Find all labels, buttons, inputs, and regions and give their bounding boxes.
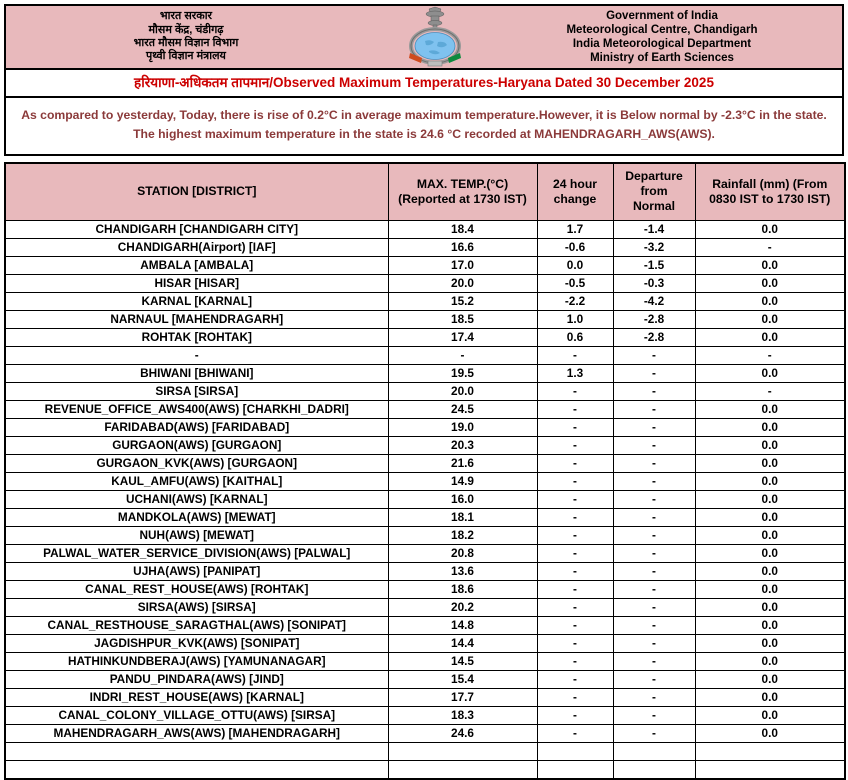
cell-departure: - (613, 436, 695, 454)
cell-station: GURGAON_KVK(AWS) [GURGAON] (5, 454, 388, 472)
cell-departure: - (613, 616, 695, 634)
cell-max-temp: 20.0 (388, 382, 537, 400)
table-row (5, 400, 845, 418)
column-header-departure-line2: from (640, 184, 668, 199)
report-page (4, 0, 844, 780)
masthead-hindi-line-2: मौसम केंद्र, चंडीगढ़ (148, 23, 224, 36)
masthead-hindi-line-4: पृथ्वी विज्ञान मंत्रालय (146, 50, 226, 63)
cell-change: - (537, 688, 613, 706)
cell-station: MANDKOLA(AWS) [MEWAT] (5, 508, 388, 526)
cell-change: 1.7 (537, 220, 613, 238)
cell-station: GURGAON(AWS) [GURGAON] (5, 436, 388, 454)
masthead-english-line-2: Meteorological Centre, Chandigarh (566, 23, 758, 36)
table-row (5, 688, 845, 706)
cell-max-temp: 18.2 (388, 526, 537, 544)
cell-max-temp: 19.0 (388, 418, 537, 436)
cell-change: -2.2 (537, 292, 613, 310)
cell-max-temp: 15.2 (388, 292, 537, 310)
cell-max-temp: 24.5 (388, 400, 537, 418)
cell-max-temp: 18.1 (388, 508, 537, 526)
cell-station: PALWAL_WATER_SERVICE_DIVISION(AWS) [PALWAL] (5, 544, 388, 562)
cell-change: 1.0 (537, 310, 613, 328)
cell-departure: - (613, 418, 695, 436)
cell-change: -0.6 (537, 238, 613, 256)
cell-change: - (537, 490, 613, 508)
page-title (134, 75, 714, 90)
cell-change: - (537, 580, 613, 598)
cell-rainfall: 0.0 (695, 670, 845, 688)
table-row (5, 544, 845, 562)
cell-change (537, 760, 613, 779)
cell-max-temp (388, 742, 537, 760)
table-row (5, 490, 845, 508)
table-row (5, 598, 845, 616)
cell-departure: - (613, 598, 695, 616)
cell-change: - (537, 544, 613, 562)
cell-station: SIRSA [SIRSA] (5, 382, 388, 400)
table-row (5, 760, 845, 779)
table-row (5, 706, 845, 724)
masthead (4, 4, 844, 70)
table-row (5, 634, 845, 652)
cell-rainfall: 0.0 (695, 490, 845, 508)
column-header-max-temp (388, 163, 537, 221)
cell-change (537, 742, 613, 760)
cell-station: NARNAUL [MAHENDRAGARH] (5, 310, 388, 328)
cell-change: - (537, 400, 613, 418)
cell-change: - (537, 382, 613, 400)
cell-rainfall: 0.0 (695, 454, 845, 472)
cell-max-temp: 18.6 (388, 580, 537, 598)
table-row (5, 472, 845, 490)
cell-station: - (5, 346, 388, 364)
cell-departure: - (613, 454, 695, 472)
table-body (5, 220, 845, 779)
cell-rainfall: 0.0 (695, 526, 845, 544)
cell-rainfall: 0.0 (695, 616, 845, 634)
report-title-bar (4, 70, 844, 98)
cell-rainfall (695, 760, 845, 779)
cell-change: - (537, 670, 613, 688)
cell-change: - (537, 436, 613, 454)
cell-rainfall: 0.0 (695, 580, 845, 598)
table-row (5, 562, 845, 580)
cell-change: - (537, 508, 613, 526)
cell-max-temp: 14.5 (388, 652, 537, 670)
column-header-departure-line1: Departure (625, 168, 683, 183)
column-header-rainfall-line2: 0830 IST to 1730 IST) (709, 191, 831, 206)
column-header-station: STATION [DISTRICT] (5, 163, 388, 221)
cell-change: - (537, 652, 613, 670)
cell-station (5, 760, 388, 779)
max-temperature-table (4, 162, 846, 780)
cell-rainfall: 0.0 (695, 634, 845, 652)
cell-rainfall: 0.0 (695, 400, 845, 418)
table-row (5, 526, 845, 544)
cell-station: NUH(AWS) [MEWAT] (5, 526, 388, 544)
summary-text: As compared to yesterday, Today, there is rise of 0.2°C in average maximum temperature.However, it is Below normal by -2.3°C in the state. The highest maximum temperature in the state is 24.6 °C recorded at MAHENDRAGARH_AWS(AWS). (4, 98, 844, 156)
cell-rainfall (695, 742, 845, 760)
cell-change: - (537, 598, 613, 616)
cell-departure: - (613, 382, 695, 400)
masthead-hindi-line-3: भारत मौसम विज्ञान विभाग (133, 37, 239, 49)
masthead-english-line-4: Ministry of Earth Sciences (590, 52, 734, 65)
cell-station: PANDU_PINDARA(AWS) [JIND] (5, 670, 388, 688)
cell-max-temp: 14.8 (388, 616, 537, 634)
cell-station: INDRI_REST_HOUSE(AWS) [KARNAL] (5, 688, 388, 706)
cell-station: CANAL_RESTHOUSE_SARAGTHAL(AWS) [SONIPAT] (5, 616, 388, 634)
table-row (5, 670, 845, 688)
cell-departure: - (613, 526, 695, 544)
cell-rainfall: 0.0 (695, 418, 845, 436)
cell-change: - (537, 418, 613, 436)
cell-rainfall: - (695, 238, 845, 256)
cell-departure: -0.3 (613, 274, 695, 292)
cell-departure (613, 760, 695, 779)
cell-max-temp: 24.6 (388, 724, 537, 742)
cell-departure: -1.4 (613, 220, 695, 238)
table-row (5, 418, 845, 436)
cell-rainfall: 0.0 (695, 436, 845, 454)
table-row (5, 652, 845, 670)
cell-max-temp: 19.5 (388, 364, 537, 382)
cell-max-temp: 17.7 (388, 688, 537, 706)
cell-departure: -3.2 (613, 238, 695, 256)
cell-rainfall: 0.0 (695, 328, 845, 346)
page-title-hindi: हरियाणा-अधिकतम तापमान (134, 75, 270, 90)
cell-max-temp: - (388, 346, 537, 364)
masthead-hindi-block (6, 6, 392, 68)
cell-station: ROHTAK [ROHTAK] (5, 328, 388, 346)
cell-max-temp: 20.3 (388, 436, 537, 454)
column-header-max-temp-line1: MAX. TEMP.(°C) (416, 176, 509, 191)
masthead-hindi-line-1: भारत सरकार (159, 10, 213, 23)
table-row (5, 346, 845, 364)
cell-departure: - (613, 472, 695, 490)
cell-rainfall: 0.0 (695, 652, 845, 670)
cell-max-temp: 20.8 (388, 544, 537, 562)
cell-departure: - (613, 688, 695, 706)
cell-max-temp: 15.4 (388, 670, 537, 688)
cell-change: - (537, 616, 613, 634)
cell-change: 1.3 (537, 364, 613, 382)
cell-departure: - (613, 634, 695, 652)
column-header-rainfall-line1: Rainfall (mm) (From (712, 176, 828, 191)
column-header-max-temp-line2: (Reported at 1730 IST) (398, 191, 527, 206)
cell-max-temp: 17.4 (388, 328, 537, 346)
cell-departure: -1.5 (613, 256, 695, 274)
cell-departure (613, 742, 695, 760)
cell-departure: - (613, 490, 695, 508)
cell-station: KARNAL [KARNAL] (5, 292, 388, 310)
cell-station: FARIDABAD(AWS) [FARIDABAD] (5, 418, 388, 436)
cell-station: HATHINKUNDBERAJ(AWS) [YAMUNANAGAR] (5, 652, 388, 670)
table-row (5, 328, 845, 346)
cell-departure: - (613, 364, 695, 382)
cell-departure: -2.8 (613, 328, 695, 346)
cell-rainfall: 0.0 (695, 598, 845, 616)
cell-rainfall: 0.0 (695, 274, 845, 292)
cell-departure: - (613, 562, 695, 580)
cell-rainfall: 0.0 (695, 292, 845, 310)
cell-max-temp: 16.6 (388, 238, 537, 256)
cell-station: UCHANI(AWS) [KARNAL] (5, 490, 388, 508)
cell-max-temp: 18.5 (388, 310, 537, 328)
cell-station: CANAL_COLONY_VILLAGE_OTTU(AWS) [SIRSA] (5, 706, 388, 724)
cell-station: BHIWANI [BHIWANI] (5, 364, 388, 382)
cell-change: - (537, 526, 613, 544)
column-header-24h-change-line1: 24 hour (552, 176, 598, 191)
cell-change: - (537, 634, 613, 652)
cell-max-temp: 18.4 (388, 220, 537, 238)
cell-change: - (537, 724, 613, 742)
column-header-rainfall (695, 163, 845, 221)
cell-station: CANAL_REST_HOUSE(AWS) [ROHTAK] (5, 580, 388, 598)
cell-max-temp: 20.0 (388, 274, 537, 292)
table-row (5, 364, 845, 382)
masthead-english-line-1: Government of India (606, 9, 718, 22)
cell-rainfall: 0.0 (695, 508, 845, 526)
table-row (5, 292, 845, 310)
cell-change: - (537, 562, 613, 580)
cell-change: -0.5 (537, 274, 613, 292)
table-row (5, 256, 845, 274)
cell-station: AMBALA [AMBALA] (5, 256, 388, 274)
cell-max-temp: 14.4 (388, 634, 537, 652)
masthead-english-line-3: India Meteorological Department (572, 38, 752, 50)
cell-max-temp: 17.0 (388, 256, 537, 274)
cell-station: KAUL_AMFU(AWS) [KAITHAL] (5, 472, 388, 490)
table-row (5, 310, 845, 328)
cell-rainfall: 0.0 (695, 544, 845, 562)
column-header-24h-change (537, 163, 613, 221)
imd-emblem-icon (405, 6, 465, 68)
cell-max-temp: 21.6 (388, 454, 537, 472)
table-row (5, 436, 845, 454)
cell-departure: - (613, 508, 695, 526)
cell-change: - (537, 706, 613, 724)
table-row (5, 724, 845, 742)
cell-departure: -4.2 (613, 292, 695, 310)
cell-station: JAGDISHPUR_KVK(AWS) [SONIPAT] (5, 634, 388, 652)
cell-change: 0.0 (537, 256, 613, 274)
cell-rainfall: 0.0 (695, 364, 845, 382)
cell-station (5, 742, 388, 760)
table-row (5, 508, 845, 526)
cell-max-temp: 13.6 (388, 562, 537, 580)
table-row (5, 616, 845, 634)
cell-departure: -2.8 (613, 310, 695, 328)
cell-change: - (537, 346, 613, 364)
cell-max-temp (388, 760, 537, 779)
cell-change: - (537, 472, 613, 490)
cell-rainfall: - (695, 382, 845, 400)
column-header-departure (613, 163, 695, 221)
cell-departure: - (613, 706, 695, 724)
cell-change: - (537, 454, 613, 472)
page-title-english: Observed Maximum Temperatures-Haryana Dated 30 December 2025 (273, 75, 714, 90)
cell-departure: - (613, 346, 695, 364)
cell-station: HISAR [HISAR] (5, 274, 388, 292)
cell-max-temp: 18.3 (388, 706, 537, 724)
cell-rainfall: 0.0 (695, 220, 845, 238)
cell-station: SIRSA(AWS) [SIRSA] (5, 598, 388, 616)
cell-rainfall: - (695, 346, 845, 364)
cell-max-temp: 14.9 (388, 472, 537, 490)
page-title-separator: / (269, 75, 273, 90)
cell-station: MAHENDRAGARH_AWS(AWS) [MAHENDRAGARH] (5, 724, 388, 742)
cell-rainfall: 0.0 (695, 562, 845, 580)
cell-max-temp: 20.2 (388, 598, 537, 616)
cell-max-temp: 16.0 (388, 490, 537, 508)
cell-departure: - (613, 544, 695, 562)
cell-departure: - (613, 670, 695, 688)
table-row (5, 742, 845, 760)
cell-departure: - (613, 652, 695, 670)
column-header-24h-change-line2: change (553, 191, 597, 206)
cell-rainfall: 0.0 (695, 256, 845, 274)
table-row (5, 580, 845, 598)
cell-departure: - (613, 580, 695, 598)
cell-station: CHANDIGARH [CHANDIGARH CITY] (5, 220, 388, 238)
column-header-departure-line3: Normal (633, 199, 675, 214)
table-row (5, 454, 845, 472)
table-header-row (5, 163, 845, 221)
table-header (5, 163, 845, 221)
cell-rainfall: 0.0 (695, 472, 845, 490)
table-row (5, 382, 845, 400)
cell-station: REVENUE_OFFICE_AWS400(AWS) [CHARKHI_DADRI] (5, 400, 388, 418)
cell-change: 0.6 (537, 328, 613, 346)
imd-emblem-logo (392, 6, 478, 68)
cell-station: UJHA(AWS) [PANIPAT] (5, 562, 388, 580)
cell-rainfall: 0.0 (695, 724, 845, 742)
cell-rainfall: 0.0 (695, 688, 845, 706)
cell-rainfall: 0.0 (695, 706, 845, 724)
cell-rainfall: 0.0 (695, 310, 845, 328)
table-row (5, 274, 845, 292)
masthead-english-block (478, 6, 842, 68)
cell-departure: - (613, 724, 695, 742)
table-row (5, 220, 845, 238)
cell-station: CHANDIGARH(Airport) [IAF] (5, 238, 388, 256)
cell-departure: - (613, 400, 695, 418)
table-row (5, 238, 845, 256)
